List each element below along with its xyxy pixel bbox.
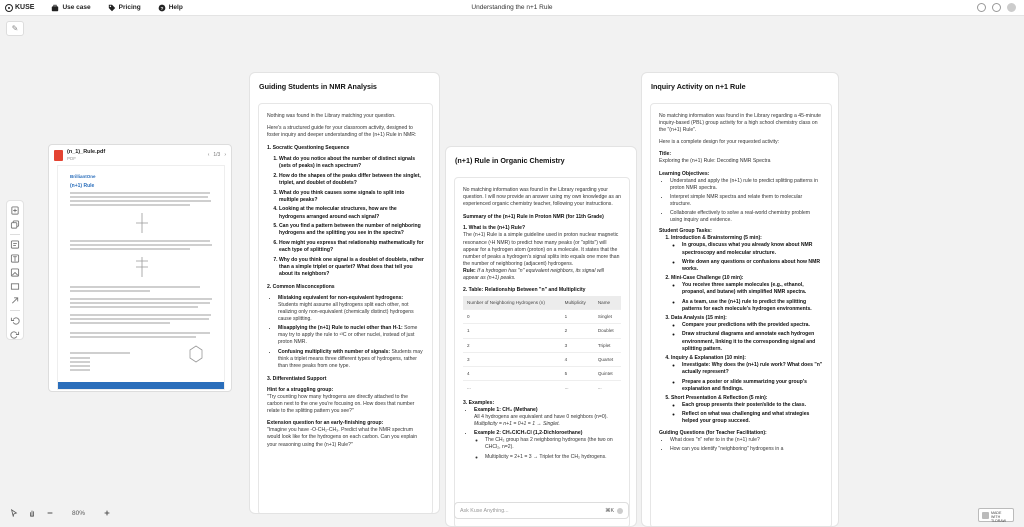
intro-text: Nothing was found in the Library matching your question. [267, 113, 396, 119]
guiding-list [659, 437, 823, 453]
task-item: 3. Data Analysis (15 min): ◦ Compare your predictions with the provided spectra. ◦ Draw structural diagrams and annotate each hydrogen environment, linking it to the corresponding signal and splitting pattern. [671, 315, 823, 352]
subsection-heading: 1. What is the (n+1) Rule? [463, 225, 526, 232]
pdf-text-line [70, 361, 90, 363]
task-item: 5. Short Presentation & Reflection (5 min): ◦ Each group presents their poster/slide to the class. ◦ Reflect on what was challenging and what strategies helped your group succeed. [671, 395, 823, 425]
table-cell: 2 [561, 324, 594, 338]
task-item: 4. Inquiry & Explanation (10 min): ◦ Investigate: Why does the (n+1) rule work? What does "n" actually represent? ◦ Prepare a poster or slide summarizing your group's explanation and findings. [671, 355, 823, 392]
table-cell: ... [594, 380, 621, 394]
pdf-text-line [70, 357, 90, 359]
nav-pricing[interactable] [108, 4, 141, 12]
table-cell: Doublet [594, 324, 621, 338]
card-n1-rule[interactable] [445, 146, 637, 527]
svg-text:?: ? [160, 6, 164, 12]
kuse-logo-icon [5, 4, 13, 12]
table-cell: 1 [561, 310, 594, 324]
tag-icon [108, 4, 116, 12]
toolbar-divider [10, 310, 20, 311]
question-list [267, 156, 424, 277]
next-page-icon[interactable]: › [224, 152, 226, 158]
table-header: Name [594, 296, 621, 310]
title-text: Exploring the (n+1) Rule: Decoding NMR Spectra [659, 158, 771, 165]
objectives-list [659, 178, 823, 225]
table-cell: Quartet [594, 352, 621, 366]
table-cell: 1 [463, 324, 561, 338]
pdf-text-line [70, 204, 190, 206]
settings-icon[interactable] [992, 3, 1001, 12]
pdf-heading: (n+1) Rule [70, 183, 95, 189]
badge-text: MADE WITH TLDRAW [991, 511, 1007, 524]
extension-text: "Imagine you have -O-CH₂-CH₃. Predict what the NMR spectrum would look like for the hydrogens on each carbon. Can you explain your reasoning using the (n+1) Rule?" [267, 427, 418, 448]
pdf-text-line [70, 290, 150, 292]
share-icon[interactable] [977, 3, 986, 12]
pdf-preview-card[interactable] [48, 144, 232, 392]
multiplicity-table [463, 296, 621, 394]
table-cell: 3 [463, 352, 561, 366]
section-heading: Summary of the (n+1) Rule in Proton NMR (for 11th Grade) [463, 214, 604, 221]
molecule-diagram [134, 256, 150, 278]
redo-icon[interactable] [10, 330, 20, 339]
pdf-type: PDF [67, 156, 76, 161]
table-cell: ... [463, 380, 561, 394]
pdf-text-line [70, 306, 198, 308]
table-cell: 0 [463, 310, 561, 324]
logo-text: KUSE [15, 4, 35, 11]
pdf-filename: (n_1)_Rule.pdf [67, 149, 106, 155]
nav-help[interactable] [158, 4, 183, 12]
send-icon[interactable] [617, 508, 623, 514]
list-item: 7. Why do you think one signal is a doublet of doublets, rather than a simple triplet or quartet? What does that tell you about its neighbors? [279, 257, 424, 278]
table-row [463, 338, 621, 352]
frame-icon[interactable] [10, 282, 20, 291]
list-item: 6. How might you express that relationship mathematically for each type of splitting? [279, 240, 424, 254]
toolbar-divider [10, 234, 20, 235]
objectives-label: Learning Objectives: [659, 170, 710, 177]
made-with-badge[interactable] [978, 508, 1014, 522]
list-item: • Understand and apply the (n+1) rule to predict splitting patterns in proton NMR spectra. [670, 178, 823, 192]
table-header: Number of Neighboring Hydrogens (n) [463, 296, 561, 310]
card-title: (n+1) Rule in Organic Chemistry [455, 156, 565, 165]
add-file-icon[interactable] [10, 206, 20, 215]
help-icon [158, 4, 166, 12]
table-cell: 2 [463, 338, 561, 352]
ask-placeholder: Ask Kuse Anything... [460, 507, 509, 514]
card-content [454, 177, 630, 527]
pdf-text-line [70, 286, 200, 288]
table-cell: Triplet [594, 338, 621, 352]
pdf-text-line [70, 365, 90, 367]
table-row [463, 352, 621, 366]
card-title: Inquiry Activity on n+1 Rule [651, 82, 746, 91]
list-item: • Misapplying the (n+1) Rule to nuclei other than H-1: Some may try to apply the rule to ¹³C or other nuclei, instead of just proton NMR. [278, 325, 424, 346]
pdf-header [49, 145, 231, 165]
pdf-text-line [70, 298, 212, 300]
page-indicator: 1/3 [213, 152, 221, 158]
pdf-text-line [70, 244, 212, 246]
pdf-footer-bar [58, 382, 224, 389]
intro-text: No matching information was found in the Library regarding your question. I will now provide an answer using my own knowledge as an experienced organic chemistry teacher, following your instructions. [463, 187, 621, 208]
list-item: 5. Can you find a pattern between the number of neighboring hydrogens and the splitting you see in the spectra? [279, 223, 424, 237]
hand-icon[interactable] [28, 509, 36, 517]
list-item: 2. How do the shapes of the peaks differ between the singlet, triplet, and doublet of doublets? [279, 173, 424, 187]
pin-button[interactable] [6, 21, 24, 36]
tasks-list [659, 235, 823, 425]
pdf-text-line [70, 352, 130, 354]
pdf-file-icon [54, 150, 63, 161]
task-item: 1. Introduction & Brainstorming (5 min): ◦ In groups, discuss what you already know about NMR spectroscopy and molecular structure. ◦ Write down any questions or confusions about how NMR works. [671, 235, 823, 272]
zoom-controls [10, 509, 111, 517]
table-row [463, 380, 621, 394]
text-icon[interactable] [10, 254, 20, 263]
list-item: 1. What do you notice about the number of distinct signals (sets of peaks) in each spectrum? [279, 156, 424, 170]
tasks-label: Student Group Tasks: [659, 228, 712, 235]
table-cell: Singlet [594, 310, 621, 324]
rule-text: Rule: If a hydrogen has "n" equivalent neighbors, its signal will appear as (n+1) peaks. [463, 267, 604, 282]
intro-text: Here is a complete design for your requested activity: [659, 139, 780, 146]
table-row [463, 324, 621, 338]
zoom-out-icon[interactable] [46, 509, 54, 517]
subsection-heading: 3. Examples: [463, 399, 495, 406]
briefcase-icon [51, 4, 59, 12]
misconception-list [267, 295, 424, 370]
list-item: • Interpret simple NMR spectra and relate them to molecular structure. [670, 194, 823, 208]
zoom-in-icon[interactable] [103, 509, 111, 517]
arrow-icon[interactable] [10, 296, 20, 305]
molecule-diagram [134, 212, 150, 234]
nav-pricing-label: Pricing [118, 4, 141, 11]
card-inquiry-activity[interactable] [641, 72, 839, 527]
copy-icon[interactable] [10, 220, 20, 229]
list-item: 3. What do you think causes some signals to split into multiple peaks? [279, 190, 424, 204]
table-cell: 4 [463, 366, 561, 380]
list-item: 4. Looking at the molecular structures, how are the hydrogens arranged around each signal? [279, 206, 424, 220]
pdf-text-line [70, 318, 209, 320]
nav-use-case[interactable] [51, 4, 90, 12]
canvas-toolbar [6, 200, 24, 340]
app-logo[interactable] [5, 4, 34, 12]
card-guiding-students[interactable] [249, 72, 440, 514]
pdf-page-thumbnail [57, 165, 225, 390]
nav-help-label: Help [168, 4, 183, 11]
pdf-text-line [70, 240, 210, 242]
pdf-brand: BrilliantOne [70, 174, 96, 179]
undo-icon[interactable] [10, 316, 20, 325]
intro-text: Here's a structured guide for your classroom activity, designed to foster inquiry and deeper understanding of the (n+1) Rule in NMR: [267, 125, 417, 139]
avatar[interactable] [1007, 3, 1016, 12]
nav-use-case-label: Use case [62, 4, 91, 11]
card-content [650, 103, 832, 527]
pin-icon: ✎ [11, 24, 19, 33]
guiding-label: Guiding Questions (for Teacher Facilitation): [659, 429, 767, 436]
table-cell: Quintet [594, 366, 621, 380]
card-content [258, 103, 433, 514]
table-cell: ... [561, 380, 594, 394]
pdf-text-line [70, 248, 190, 250]
card-title: Guiding Students in NMR Analysis [259, 82, 377, 91]
molecule-diagram [186, 344, 206, 366]
list-item: • How can you identify "neighboring" hydrogens in a [670, 446, 823, 453]
pdf-text-line [70, 369, 90, 371]
pdf-text-line [70, 332, 210, 334]
pdf-text-line [70, 314, 211, 316]
definition-text: The (n+1) Rule is a simple guideline used in proton nuclear magnetic resonance (¹H NMR) to predict how many peaks (or "splits") will appear for a hydrogen atom (proton) on a molecule. It states that the number of peaks a hydrogen's signal splits into equals one more than the number of neighboring (adjacent) hydrogens. [463, 232, 620, 267]
list-item: • Example 2: CH₂ClCH₂Cl (1,2-Dichloroethane) ◦ The CH₂ group has 2 neighboring hydrogens (the two on CHCl₂, n=2). ◦ Multiplicity = 2+1 = 3 → Triplet for the CH₂ hydrogens. [474, 430, 621, 460]
section-heading: 1. Socratic Questioning Sequence [267, 145, 350, 152]
pdf-text-line [70, 192, 210, 194]
pdf-text-line [70, 200, 211, 202]
section-heading: 3. Differentiated Support [267, 375, 327, 382]
document-title: Understanding the n+1 Rule [471, 4, 553, 11]
pdf-text-line [70, 196, 208, 198]
ask-input[interactable] [454, 502, 629, 519]
list-item: • Collaborate effectively to solve a real-world chemistry problem using inquiry and evidence. [670, 210, 823, 224]
list-item: • What does "n" refer to in the (n+1) rule? [670, 437, 823, 444]
zoom-level[interactable]: 80% [72, 509, 86, 517]
pdf-text-line [70, 336, 196, 338]
list-item: • Confusing multiplicity with number of signals: Students may think a triplet means three different types of hydrogens, rather than three peaks from one type. [278, 349, 424, 370]
ask-shortcut: ⌘K [605, 508, 623, 514]
title-label: Title: [659, 151, 672, 158]
list-item: • Example 1: CH₄ (Methane) All 4 hydrogens are equivalent and have 0 neighbors (n=0). Multiplicity = n+1 = 0+1 = 1 → Singlet. [474, 407, 621, 428]
table-row [463, 366, 621, 380]
subsection-heading: 2. Table: Relationship Between "n" and Multiplicity [463, 287, 586, 294]
top-bar [0, 0, 1024, 16]
pdf-text-line [70, 322, 170, 324]
table-header: Multiplicity [561, 296, 594, 310]
section-heading: 2. Common Misconceptions [267, 283, 335, 290]
table-cell: 5 [561, 366, 594, 380]
examples-list [463, 407, 621, 461]
task-item: 2. Mini-Case Challenge (10 min): ◦ You receive three sample molecules (e.g., ethanol, propanol, and butane) with simplified NMR spectra. ◦ As a team, use the (n+1) rule to predict the splitting patterns for each molecule's hydrogen environments. [671, 275, 823, 312]
pdf-text-line [70, 302, 210, 304]
note-icon[interactable] [10, 240, 20, 249]
table-cell: 3 [561, 338, 594, 352]
prev-page-icon[interactable]: ‹ [207, 152, 210, 158]
image-icon[interactable] [10, 268, 20, 277]
list-item: • Mistaking equivalent for non-equivalent hydrogens: Students might assume all hydrogens split each other, not realizing only non-equivalent (chemically distinct) hydrogens cause splitting. [278, 295, 424, 323]
extension-label: Extension question for an early-finishing group: [267, 420, 384, 427]
table-cell: 4 [561, 352, 594, 366]
hint-label: Hint for a struggling group: [267, 386, 334, 393]
intro-text: No matching information was found in the Library regarding a 45-minute inquiry-based (PBL) group activity for a high school chemistry class on the "(n+1) Rule". [659, 113, 821, 134]
hint-text: "Try counting how many hydrogens are directly attached to the carbon next to the one you're focusing on. How does that number relate to the splitting pattern you see?" [267, 394, 415, 415]
cursor-icon[interactable] [10, 509, 18, 517]
table-row [463, 310, 621, 324]
